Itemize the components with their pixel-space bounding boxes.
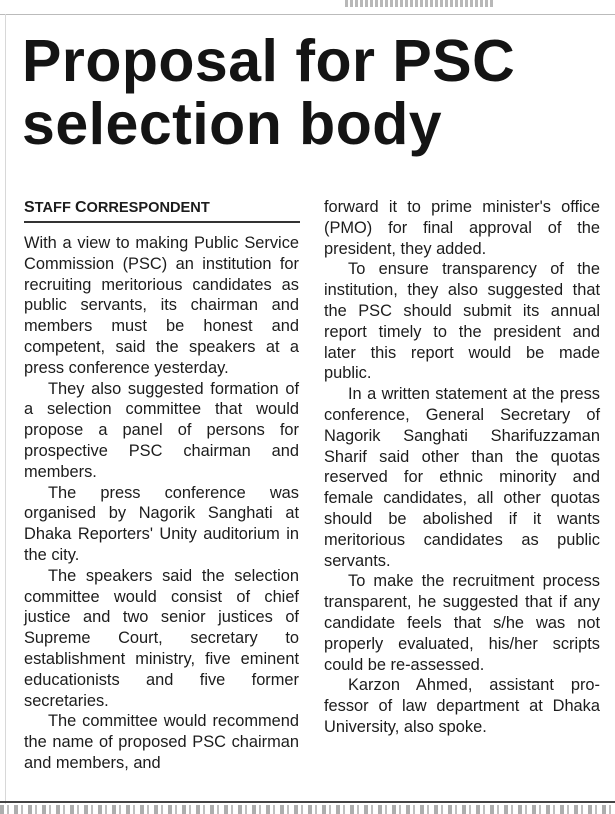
headline-line-1: Proposal for PSC [22, 28, 516, 94]
left-border [5, 14, 6, 804]
paragraph: In a written statement at the press conference, General Secretary of Nagorik Sanghati Sharifuzzaman Sharif said other than the quotas reserved for ethnic minority and female candidates, all other quotas should be abolished if it wants meritorious candidates as public servants. [324, 385, 600, 570]
byline [24, 197, 300, 223]
byline-rest-2: ORRESPONDENT [86, 200, 210, 216]
paragraph: Karzon Ahmed, assistant professor of law department at Dhaka University, also spoke. [324, 676, 600, 736]
paragraph: To make the recruitment process transparent, he suggested that if any candidate feels that s/he was not properly evaluated, his/her scripts could be re-assessed. [324, 572, 600, 674]
cropped-footer-text [0, 805, 615, 814]
article-column-2 [324, 197, 600, 738]
byline-rest-1: TAFF [34, 200, 75, 216]
article-column-1 [24, 197, 299, 774]
paragraph: To ensure transparency of the institution, they also suggested that the PSC should submit its annual report timely to the president and later this report would be made public. [324, 260, 600, 383]
paragraph: They also suggested formation of a selection committee that would propose a panel of persons for prospective PSC chairman and members. [24, 379, 299, 481]
headline-line-2: selection body [22, 91, 443, 157]
bottom-rule [0, 801, 615, 803]
paragraph: The committee would recommend the name of proposed PSC chairman and members, and [24, 712, 299, 772]
paragraph: forward it to prime minister's office (PMO) for final approval of the president, they added. [324, 198, 600, 258]
paragraph: With a view to making Public Service Commission (PSC) an institution for recruiting meritorious candidates as public servants, its chairman and members must be honest and competent, said the speakers at a press conference yesterday. [24, 234, 299, 377]
cropped-header-text [345, 0, 495, 7]
byline-cap-2: C [74, 199, 87, 216]
byline-cap-1: S [24, 199, 35, 216]
top-rule [0, 14, 615, 15]
paragraph: The press conference was organised by Nagorik Sanghati at Dhaka Reporters' Unity auditorium in the city. [24, 483, 299, 564]
paragraph: The speakers said the selection committee would consist of chief justice and two senior justices of Supreme Court, secretary to establishment ministry, five eminent educationists and five former secretaries. [24, 566, 299, 710]
headline [22, 30, 602, 156]
